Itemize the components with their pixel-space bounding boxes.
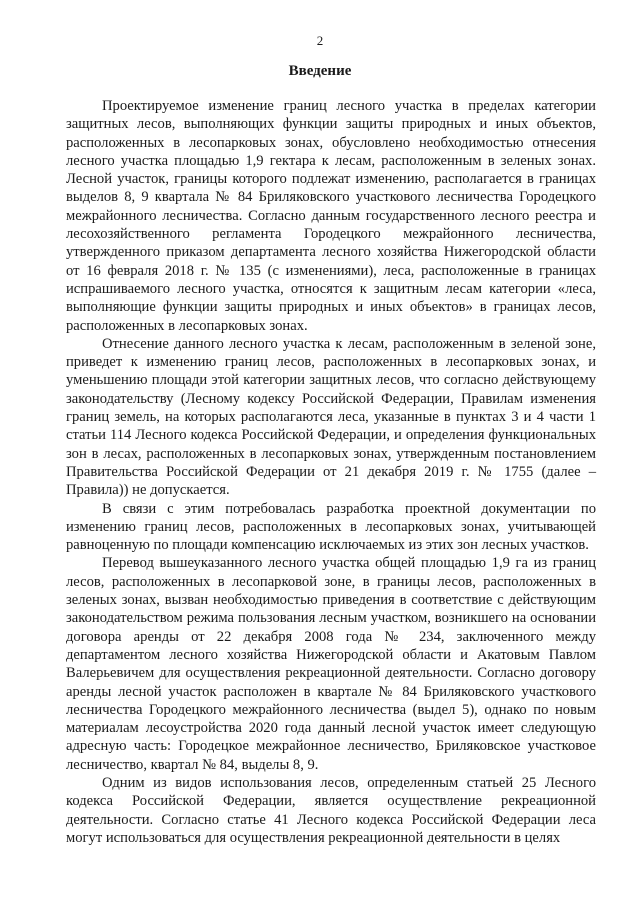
paragraph: Перевод вышеуказанного лесного участка общей площадью 1,9 га из границ лесов, расположенных в лесопарковой зоне, в границы лесов, расположенных в зеленых зонах, вызван необходимостью приведения в соответствие с действующим законодательством режима пользования лесным участком, возникшего на основании договора аренды от 22 декабря 2008 года № 234, заключенного между департаментом лесного хозяйства Нижегородской области и Акатовым Павлом Валерьевичем для осуществления рекреационной деятельности. Согласно договору аренды лесной участок расположен в квартале № 84 Бриляковского участкового лесничества Городецкого межрайонного лесничества (выдел 5), однако по новым материалам лесоустройства 2020 года данный лесной участок имеет следующую адресную часть: Городецкое межрайонное лесничество, Бриляковское участковое лесничество, квартал № 84, выделы 8, 9.: [66, 555, 596, 773]
paragraph: Одним из видов использования лесов, определенным статьей 25 Лесного кодекса Российской Федерации, является осуществление рекреационной деятельности. Согласно статье 41 Лесного кодекса Российской Федерации леса могут использоваться для осуществления рекреационной деятельности в целях: [66, 774, 596, 846]
body-text: [66, 97, 596, 847]
section-heading: Введение: [288, 63, 352, 79]
paragraph: Проектируемое изменение границ лесного участка в пределах категории защитных лесов, выполняющих функции защиты природных и иных объектов, расположенных в лесопарковых зонах, обусловлено необходимостью отнесения лесного участка площадью 1,9 гектара к лесам, расположенным в зеленых зонах. Лесной участок, границы которого подлежат изменению, располагается в границах выделов 8, 9 квартала № 84 Бриляковского участкового лесничества Городецкого межрайонного лесничества. Согласно данным государственного лесного реестра и лесохозяйственного регламента Городецкого межрайонного лесничества, утвержденного приказом департамента лесного хозяйства Нижегородской области от 16 февраля 2018 г. № 135 (с изменениями), леса, расположенные в границах испрашиваемого лесного участка, относятся к защитным лесам категории «леса, выполняющие функции защиты природных и иных объектов» в границах лесов, расположенных в лесопарковых зонах.: [66, 98, 596, 334]
page-number: 2: [316, 33, 324, 48]
paragraph: В связи с этим потребовалась разработка проектной документации по изменению границ лесов, расположенных в лесопарковых зонах, учитывающей равноценную по площади компенсацию исключаемых из этих зон лесных участков.: [66, 500, 596, 554]
paragraph: Отнесение данного лесного участка к лесам, расположенным в зеленой зоне, приведет к изменению границ лесов, расположенных в лесопарковых зонах, и уменьшению площади этой категории защитных лесов, что согласно действующему законодательству (Лесному кодексу Российской Федерации, Правилам изменения границ земель, на которых располагаются леса, указанные в пунктах 3 и 4 части 1 статьи 114 Лесного кодекса Российской Федерации, и определения функциональных зон в лесах, расположенных в лесопарковых зонах, утвержденным постановлением Правительства Российской Федерации от 21 декабря 2019 г. № 1755 (далее – Правила)) не допускается.: [66, 335, 596, 499]
